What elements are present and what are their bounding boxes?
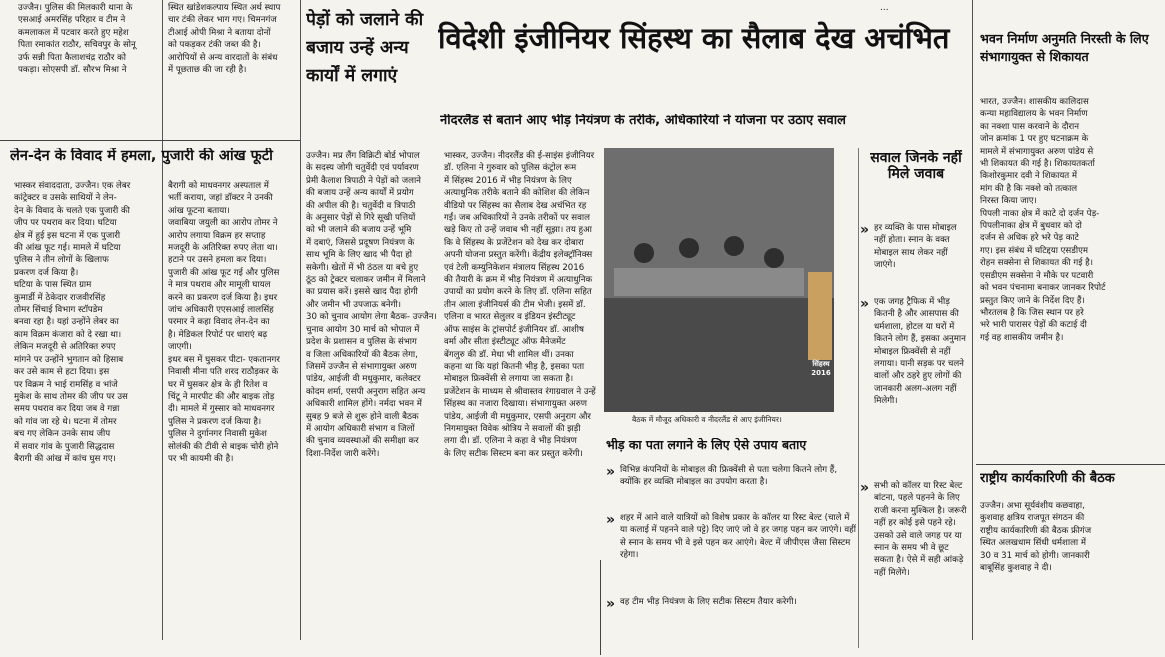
measures-subheading: भीड़ का पता लगाने के लिए ऐसे उपाय बताए — [606, 438, 807, 452]
photo-poster-text: सिंहस्थ 2016 — [811, 360, 831, 377]
meeting-photo-image — [604, 148, 834, 412]
right-headline-2: राष्ट्रीय कार्यकारिणी की बैठक — [980, 471, 1115, 486]
photo-caption: बैठक में मौजूद अधिकारी व नीदरलैंड से आए इंजीनियर। — [632, 415, 782, 424]
bullet-arrow-icon: » — [860, 296, 870, 312]
col1-headline: लेन-देन के विवाद में हमला, पुजारी की आंख फूटी — [10, 148, 273, 164]
sidebar-heading: सवाल जिनके नहीं मिले जवाब — [870, 150, 962, 183]
question-item: एक जगह ट्रैफिक में भीड़ कितनी है और आसपास की धर्मशाला, होटल या घरों में कितने लोग हैं, इसका अनुमान मोबाइल फ्रिक्वेंसी से नहीं लगाया। यानी सड़क पर चलने वालों और ठहरे हुए लोगों की जानकारी अलग-अलग नहीं मिलेगी। — [874, 297, 966, 407]
main-subheadline: नीदरलैंड से बताने आए भीड़ नियंत्रण के तरीके, अधिकारियों ने योजना पर उठाए सवाल — [440, 114, 846, 128]
question-item: हर व्यक्ति के पास मोबाइल नहीं होता। स्नान के वक्त मोबाइल साथ लेकर नहीं जाएंगे। — [874, 223, 957, 271]
measure-item: विभिन्न कंपनियों के मोबाइल की फ्रिक्वेंसी से पता चलेगा कितने लोग हैं, क्योंकि हर व्यक्ति मोबाइल का उपयोग करता है। — [620, 465, 838, 488]
main-article-body: भास्कर, उज्जैन। नीदरलैंड की ई-साइंस इंजीनियर डॉ. एलिना ने गुरुवार को पुलिस कंट्रोल रूम में सिंहस्थ 2016 में भीड़ नियंत्रण के लिए अत्याधुनिक तरीके बताने की कोशिश की लेकिन वीडियो पर सिंहस्थ का सैलाब देख अचंभित रह गईं। जब अधिकारियों ने उनके तरीकों पर सवाल खड़े किए तो उन्हें जवाब भी नहीं सूझा। तय हुआ कि वे सिंहस्थ के प्रजेंटेशन को देख कर दोबारा अपनी योजना प्रस्तुत करेंगी। केंद्रीय इलेक्ट्रॉनिक्स एवं टेली कम्युनिकेशन मंत्रालय सिंहस्थ 2016 की तैयारी के क्रम में भीड़ नियंत्रण में अत्याधुनिक उपायों का प्रयोग करने के लिए डॉ. एलिना सहित तीन आला इंजीनियर्स की टीम भेजी। इसमें डॉ. एलिना व भारत सेलुलर व इंडियन इंस्टीट्यूट ऑफ साइंस के ट्रांसपोर्ट इंजीनियर डॉ. आशीष वर्मा और सीता इंस्टीट्यूट ऑफ मैनेजमेंट बेंगलुरु की डॉ. मेधा भी शामिल थीं। उनका कहना था कि यहां कितनी भीड़ है, इसका पता मोबाइल फ्रिक्वेंसी से लगाया जा सकता है। प्रजेंटेशन के माध्यम से श्रीवास्तव रंगाग्रवाल ने उन्हें सिंहस्थ का नजारा दिखाया। संभागायुक्त अरुण पांडेय, आईजी वी मधुकुमार, एसपी अनुराग और निगमायुक्त विवेक श्रोत्रिय ने सवालों की झड़ी लगा दी। डॉ. एलिना ने कहा वे भीड़ नियंत्रण के लिए सटीक सिस्टम बना कर प्रस्तुत करेंगी। — [444, 151, 596, 459]
bullet-arrow-icon: » — [606, 596, 616, 612]
bullet-arrow-icon: » — [860, 222, 870, 238]
right-article-body: भारत, उज्जैन। शासकीय कालिदास कन्या महाविद्यालय के भवन निर्माण का नक्शा पास करवाने के दौरान जोन क्रमांक 1 पर हुए घटनाक्रम के मामले में संभागायुक्त अरुण पांडेय से भी शिकायत की गई है। शिकायतकर्ता किशोरकुमार दवी ने शिकायत में मांग की है कि नक्शे को तत्काल निरस्त किया जाए। पिपली नाका क्षेत्र में काटे दो दर्जन पेड़- पिपलीनाका क्षेत्र में बुधवार को दो दर्जन से अधिक हरे भरे पेड़ काटे गए। इस संबंध में घटिद्दया एसडीएम रोहन सक्सेना से शिकायत की गई है। एसडीएम सक्सेना ने मौके पर पटवारी को भवन पंचनामा बनाकर जानकर रिपोर्ट प्रस्तुत किए जाने के निर्देश दिए हैं। भौरतलब है कि जिस स्थान पर हरे भरे भारी पारासर पेड़ों की कटाई दी गई वह शासकीय जमीन है। — [980, 97, 1106, 343]
col1-article-body: भास्कर संवाददाता, उज्जैन। एक लेबर कांट्रेक्टर व उसके साथियों ने लेन- देन के विवाद के चलते एक पुजारी की जीप पर पथराव कर दिया। घटिया क्षेत्र में हुई इस घटना में एक पुजारी की आंख फूट गई। मामले में घटिया पुलिस ने तीन लोगों के खिलाफ प्रकरण दर्ज किया है। घटिया के पास स्थित ग्राम कुमार्डी में ठेकेदार राजवीरसिंह तोमर सिंचाई विभाग स्टॉपडेम बनवा रहा है। यहां उन्होंने लेबर का काम विक्रम कंजारा को दे रखा था। लेकिन मजदूरी से अतिरिक्त रुपए मांगने पर उन्होंने भुगतान को हिसाब कर उसे काम से हटा दिया। इस पर विक्रम ने भाई रामसिंह व भांजे मुकेश के साथ तोमर की जीप पर उस समय पथराव कर दिया जब वे गन्ना को गांव जा रहे थे। घटना में तोमर बच गए लेकिन उनके साथ जीप में सवार गांव के पुजारी सिद्धदास बैरागी की आंख में कांच घुस गए। — [14, 181, 131, 464]
bullet-arrow-icon: » — [606, 512, 616, 528]
horizontal-rule — [0, 140, 300, 141]
col2-top-text: स्थित खांडेशकल्पाय स्थित अर्थ स्थाप चार टंकी लेकर भाग गए। चिमनगंज टीआई ओपी मिश्रा ने बताया दोनों को पकड़कर टंकी जब्त की है। आरोपियों से अन्य वारदातों के संबंध में पूछताछ की जा रही है। — [168, 3, 281, 76]
bullet-arrow-icon: » — [606, 464, 616, 480]
horizontal-rule — [976, 464, 1165, 465]
measure-item: वह टीम भीड़ नियंत्रण के लिए सटीक सिस्टम तैयार करेगी। — [620, 597, 797, 607]
col2-article-body: बैरागी को माधवनगर अस्पताल में भर्ती कराया, जहां डॉक्टर ने उनकी आंख फूटना बताया। जवाबिया जयुली का आरोप तोमर ने आरोप लगाया विक्रम हर सप्ताह मजदूरी के अतिरिक्त रुपए लेता था। हटाने पर उसने हमला कर दिया। पुजारी की आंख फूट गई और पुलिस ने मात्र पथराव और मामूली घायल करने का प्रकरण दर्ज किया है। इधर जांच अधिकारी एएसआई लालसिंह परमार ने कहा विवाद लेन-देन का है। मेडिकल रिपोर्ट पर धाराएं बढ़ जाएगी। इधर बस में घुसकर पीटा- एकतानगर निवासी मीना पति शरद राठौड़कर के घर में घुसकर क्षेत्र के ही रितेश व चिंटू ने मारपीट की और बाइक तोड़ दी। मामले में गुस्सार को माधवनगर पुलिस ने प्रकरण दर्ज किया है। पुलिस ने दुर्गानगर निवासी मुकेश सोलंकी की टीवी से बाइक चोरी होने पर भी कायमी की है। — [168, 181, 280, 464]
col3-article-body: उज्जैन। मप्र लैंग विक्रिटी बोर्ड भोपाल के सदस्य जोगी चतुर्वेदी एवं पर्यावरण प्रेमी कैलाश त्रिपाठी ने पेड़ों को जलाने की बजाय उन्हें अन्य कार्यों में प्रयोग की अपील की है। चतुर्वेदी व त्रिपाठी के अनुसार पेड़ों से गिरे सूखी पत्तियों को भी जलाने की बजाय उन्हें भूमि में दबाएं, जिससे प्रदूषण नियंत्रण के साथ भूमि के लिए खाद भी पैदा हो सकेगी। खेतों में भी ठंठल या बचे हुए ठूंठ को ट्रेक्टर चलाकर जमीन में मिलाने का प्रयास करें। इससे खाद पैदा होगी और जमीन भी उपजाऊ बनेगी। 30 को चुनाव आयोग लेगा बैठक- उज्जैन। चुनाव आयोग 30 मार्च को भोपाल में प्रदेश के प्रशासन व पुलिस के संभाग व जिला अधिकारियों की बैठक लेगा, जिसमें उज्जैन से संभागायुक्त अरुण पांडेय, आईजी वी मधुकुमार, कलेक्टर कोदम शर्मा, एसपी अनुराग सहित अन्य अधिकारी शामिल होंगे। नर्मदा भवन में सुबह 9 बजे से शुरू होने वाली बैठक में आयोग अधिकारी संभाग व जिलों की चुनाव व्यवस्थाओं की समीक्षा कर दिशा-निर्देश जारी करेंगे। — [306, 151, 437, 459]
right-article-body-2: उज्जैन। अभा सूर्यवंशीय कछवाहा, कुशवाह क्षत्रिय राजपूत संगठन की राष्ट्रीय कार्यकारिणी की बैठक फ्रीगंज स्थित अलखधाम सिंधी धर्मशाला में 30 व 31 मार्च को होगी। जानकारी बाबूसिंह कुशवाह ने दी। — [980, 501, 1092, 574]
bullet-arrow-icon: » — [860, 480, 870, 496]
meeting-photo — [604, 148, 834, 412]
question-item: सभी को कॉलर या रिस्ट बेल्ट बांटना, पहले पहनने के लिए राजी करना मुश्किल है। जरूरी नहीं हर कोई इसे पहने रहे। उसको उसे वाले जगह पर या स्नान के समय भी वे छूट सकता है। ऐसे में सही आंकड़े नहीं मिलेंगे। — [874, 481, 967, 578]
page-number: ... — [880, 3, 889, 13]
column-divider — [162, 0, 163, 640]
measure-item: शहर में आने वाले यात्रियों को विशेष प्रकार के कॉलर या रिस्ट बेल्ट (चाले में या कलाई में पहनने वाले पट्टे) दिए जाएं जो वे हर जगह पहन कर जाएंगे। वहीं से स्नान के समय भी वे इसे पहन कर आएंगे। बेल्ट में जीपीएस जैसा सिस्टम रहेगा। — [620, 513, 856, 561]
main-headline: विदेशी इंजीनियर सिंहस्थ का सैलाब देख अचंभित — [438, 21, 950, 55]
right-headline: भवन निर्माण अनुमति निरस्ती के लिए संभागायुक्त से शिकायत — [980, 31, 1149, 64]
column-divider — [972, 0, 973, 640]
col1-top-text: उज्जैन। पुलिस की मिलकारी थाना के एसआई अमरसिंह परिहार व टीम ने कमलाकल में पटवार करते हुए महेश पिता रमाकांत राठौर, सचिवपुर के सोनू उर्फ सन्नी पिता कैलाशचंद्र राठौर को पकड़ा। सोएसपी डॉ. सौरभ मिश्रा ने — [18, 3, 136, 76]
column-divider — [300, 0, 301, 640]
sidebar-divider — [858, 148, 859, 648]
col3-headline: पेड़ों को जलाने की बजाय उन्हें अन्य कार्यों में लगाएं — [306, 10, 424, 86]
